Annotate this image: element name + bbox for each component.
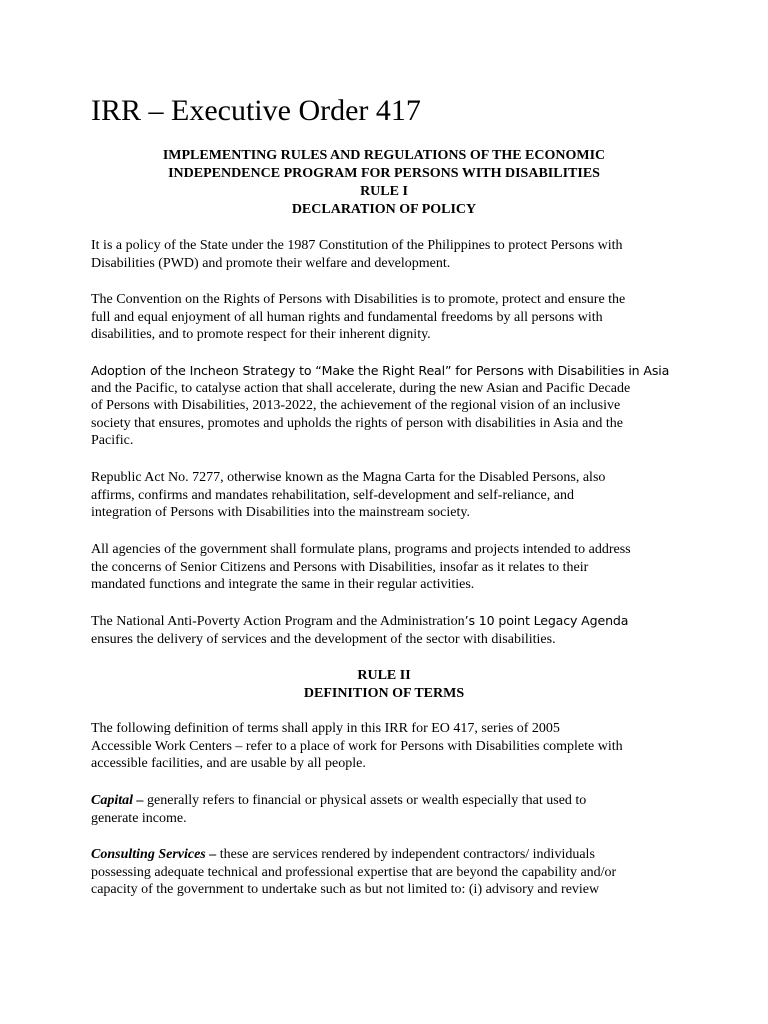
text-line: ensures the delivery of services and the development of the sector with disabilities. (91, 631, 556, 647)
text-line: generate income. (91, 810, 187, 826)
term-label: Consulting Services – (91, 847, 217, 862)
text-line: full and equal enjoyment of all human rights and fundamental freedoms by all persons with (91, 309, 603, 325)
text-line: mandated functions and integrate the same in their regular activities. (91, 577, 475, 593)
text-line: The following definition of terms shall apply in this IRR for EO 417, series of 2005 (91, 721, 560, 736)
text-line: of Persons with Disabilities, 2013-2022, the achievement of the regional vision of an inclusive (91, 398, 621, 414)
text-line: and the Pacific, to catalyse action that shall accelerate, during the new Asian and Pacific Decade (91, 380, 631, 396)
text-line: It is a policy of the State under the 1987 Constitution of the Philippines to protect Persons with (91, 238, 623, 253)
paragraph-agencies (91, 541, 691, 594)
paragraph-convention (91, 291, 691, 344)
heading-line: INDEPENDENCE PROGRAM FOR PERSONS WITH DISABILITIES (168, 166, 600, 181)
text-line: affirms, confirms and mandates rehabilitation, self-development and self-reliance, and (91, 487, 574, 503)
text-line (91, 846, 691, 864)
rule-2-heading (91, 667, 677, 703)
text-line: Accessible Work Centers – refer to a place of work for Persons with Disabilities complete with (91, 738, 623, 754)
text-line: accessible facilities, and are usable by all people. (91, 756, 366, 772)
text-line (91, 612, 691, 631)
text-line: the concerns of Senior Citizens and Persons with Disabilities, insofar as it relates to their (91, 559, 589, 575)
text-line: society that ensures, promotes and upholds the rights of person with disabilities in Asia and the (91, 415, 623, 431)
text-segment: The National Anti-Poverty Action Program and the Administration (91, 614, 465, 629)
text-line: integration of Persons with Disabilities into the mainstream society. (91, 505, 470, 521)
paragraph-anti-poverty (91, 612, 691, 648)
text-line: The Convention on the Rights of Persons with Disabilities is to promote, protect and ensure the (91, 292, 626, 307)
definition-capital (91, 792, 691, 827)
text-segment: these are services rendered by independent contractors/ individuals (216, 847, 595, 862)
heading-line: DEFINITION OF TERMS (303, 686, 465, 701)
text-line: All agencies of the government shall formulate plans, programs and projects intended to address (91, 542, 631, 557)
paragraph-incheon (91, 362, 691, 450)
text-segment: ’s 10 point Legacy Agenda (464, 613, 629, 628)
text-segment: generally refers to financial or physical assets or wealth especially that used to (143, 793, 587, 808)
text-line: possessing adequate technical and professional expertise that are beyond the capability and/or (91, 864, 617, 880)
text-line: disabilities, and to promote respect for their inherent dignity. (91, 327, 431, 343)
text-line: Pacific. (91, 433, 134, 449)
heading-line: RULE II (357, 668, 411, 683)
paragraph-magna-carta (91, 469, 691, 522)
paragraph-constitution (91, 237, 691, 272)
text-line: Adoption of the Incheon Strategy to “Make the Right Real” for Persons with Disabilities in Asia (91, 363, 670, 378)
text-line (91, 792, 691, 810)
definition-consulting-services (91, 846, 691, 899)
paragraph-definitions-intro (91, 720, 691, 773)
heading-line: DECLARATION OF POLICY (291, 202, 477, 217)
heading-line: RULE I (360, 184, 408, 199)
heading-line: IMPLEMENTING RULES AND REGULATIONS OF THE ECONOMIC (162, 148, 606, 163)
text-line: Republic Act No. 7277, otherwise known as the Magna Carta for the Disabled Persons, also (91, 470, 606, 485)
text-line: Disabilities (PWD) and promote their welfare and development. (91, 255, 451, 271)
text-line: capacity of the government to undertake such as but not limited to: (i) advisory and review (91, 882, 600, 898)
term-label: Capital – (91, 793, 144, 808)
rule-1-heading (91, 147, 677, 219)
document-title: IRR – Executive Order 417 (91, 94, 421, 127)
